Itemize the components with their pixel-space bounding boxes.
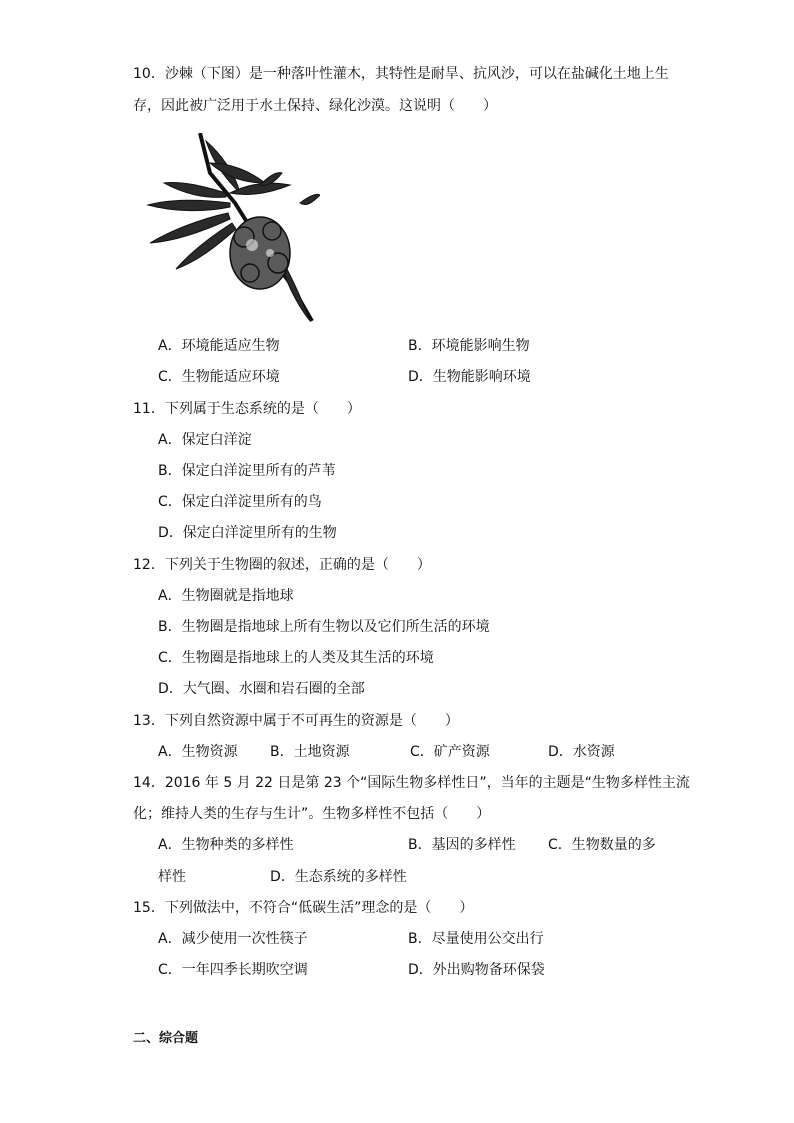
q11-option-c: C．保定白洋淀里所有的鸟 [158,494,322,510]
q10-option-d: D．生物能影响环境 [408,369,531,385]
q15-option-d: D．外出购物备环保袋 [408,962,545,978]
sea-buckthorn-branch-icon [140,133,320,325]
q13-option-d: D．水资源 [548,744,615,760]
q12-option-b: B．生物圈是指地球上所有生物以及它们所生活的环境 [158,619,490,635]
q13-option-b: B．土地资源 [270,744,350,760]
q14-option-b: B．基因的多样性 [408,837,516,853]
q10-stem-line1: 10．沙棘（下图）是一种落叶性灌木，其特性是耐旱、抗风沙，可以在盐碱化土地上生 [133,66,669,82]
q13-option-c: C．矿产资源 [410,744,490,760]
q10-option-b: B．环境能影响生物 [408,338,530,354]
q11-option-d: D．保定白洋淀里所有的生物 [158,525,337,541]
q10-option-c: C．生物能适应环境 [158,369,280,385]
q11-stem: 11．下列属于生态系统的是（ ） [133,401,361,417]
q12-option-c: C．生物圈是指地球上的人类及其生活的环境 [158,650,434,666]
q15-stem: 15．下列做法中，不符合“低碳生活”理念的是（ ） [133,900,474,916]
q12-option-d: D．大气圈、水圈和岩石圈的全部 [158,681,365,697]
q14-option-c-part1: C．生物数量的多 [548,837,656,853]
sea-buckthorn-figure [140,133,320,325]
q14-option-a: A．生物种类的多样性 [158,837,294,853]
q10-stem-line2: 存，因此被广泛用于水土保持、绿化沙漠。这说明（ ） [133,98,497,114]
q14-stem-line1: 14．2016 年 5 月 22 日是第 23 个“国际生物多样性日”，当年的主题是“生物多样性主流 [133,775,690,791]
q13-option-a: A．生物资源 [158,744,238,760]
q14-stem-line2: 化；维持人类的生存与生计”。生物多样性不包括（ ） [133,806,491,822]
q15-option-c: C．一年四季长期吹空调 [158,962,308,978]
q12-stem: 12．下列关于生物圈的叙述，正确的是（ ） [133,557,431,573]
q13-stem: 13．下列自然资源中属于不可再生的资源是（ ） [133,713,459,729]
q10-option-a: A．环境能适应生物 [158,338,280,354]
section-heading-comprehensive: 二、综合题 [133,1031,199,1046]
q12-option-a: A．生物圈就是指地球 [158,588,294,604]
q11-option-a: A．保定白洋淀 [158,432,252,448]
q14-option-c-part2: 样性 [158,869,186,885]
q15-option-b: B．尽量使用公交出行 [408,931,544,947]
q14-option-d: D．生态系统的多样性 [270,869,407,885]
q15-option-a: A．减少使用一次性筷子 [158,931,308,947]
q11-option-b: B．保定白洋淀里所有的芦苇 [158,463,336,479]
